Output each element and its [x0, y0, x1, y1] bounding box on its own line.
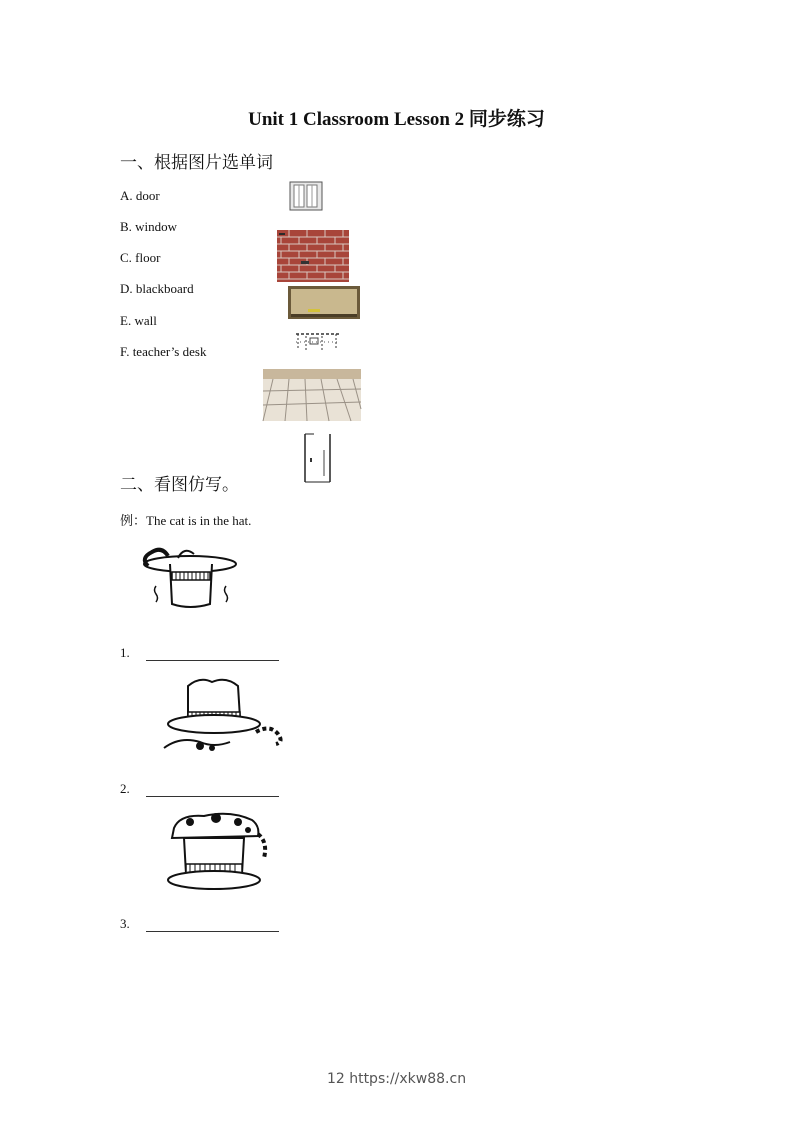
exercise-2 — [120, 781, 279, 797]
door-picture — [302, 432, 336, 484]
option-b: B. window — [120, 219, 178, 234]
exercise-3-answer-line[interactable] — [146, 918, 279, 932]
page-footer: 12 https://xkw88.cn — [326, 1071, 467, 1087]
blackboard-picture — [288, 286, 360, 319]
exercise-3-number: 3. — [120, 916, 130, 931]
exercise-1 — [120, 645, 279, 661]
exercise-2-answer-line[interactable] — [146, 783, 279, 797]
option-c: C. floor — [120, 250, 161, 265]
teachers-desk-picture — [292, 328, 344, 356]
floor-picture — [263, 369, 361, 421]
window-picture — [288, 180, 324, 212]
cat-on-hat-picture — [160, 808, 276, 896]
exercise-1-answer-line[interactable] — [146, 647, 279, 661]
page-title: Unit 1 Classroom Lesson 2 同步练习 — [248, 109, 545, 130]
section-2-heading: 二、看图仿写。 — [120, 475, 239, 495]
cat-under-hat-picture — [160, 672, 288, 758]
option-f: F. teacher’s desk — [120, 344, 207, 359]
brick-wall-picture — [277, 230, 349, 282]
option-d: D. blackboard — [120, 281, 194, 296]
option-a: A. door — [120, 188, 160, 203]
cat-in-hat-picture — [138, 538, 246, 614]
example-sentence: 例：The cat is in the hat. — [120, 513, 252, 528]
exercise-2-number: 2. — [120, 781, 130, 796]
exercise-1-number: 1. — [120, 645, 130, 660]
option-e: E. wall — [120, 313, 157, 328]
section-1-heading: 一、根据图片选单词 — [120, 153, 273, 173]
exercise-3 — [120, 916, 279, 932]
